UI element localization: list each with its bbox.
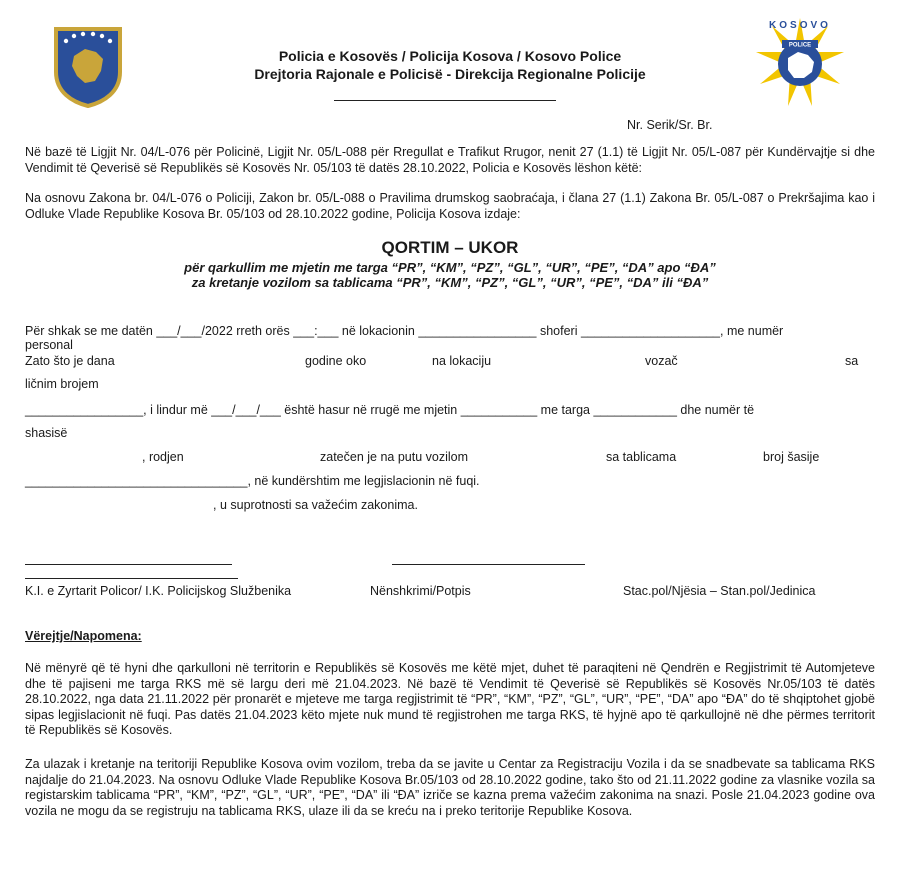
intro-serbian: Na osnovu Zakona br. 04/L-076 o Policiji, Zakon br. 05/L-088 o Pravilima drumskog saobraćaja, i člana 27 (1.1) Zakona Br. 05/L-087 o Prekršajima kao i Odluke Vlade Republike Kosova Br. 05/103 od 28.10.2022 godine, Policija Kosova izdaje:	[25, 191, 875, 221]
officer-id-label: K.I. e Zyrtarit Policor/ I.K. Policijskog Službenika	[25, 584, 292, 598]
signature-line	[392, 564, 585, 565]
form-line-4: ličnim brojem	[25, 377, 99, 391]
document-subtitle-albanian: për qarkullim me mjetin me targa “PR”, “KM”, “PZ”, “GL”, “UR”, “PE”, “DA” apo “ĐA”	[184, 260, 716, 275]
kosovo-arc-text: KOSOVO	[769, 20, 831, 31]
form-line-3b: godine oko	[305, 354, 367, 368]
form-line-7b: zatečen je na putu vozilom	[320, 450, 469, 464]
form-line-6: shasisë	[25, 426, 68, 440]
form-line-7c: sa tablicama	[606, 450, 677, 464]
form-line-3d: vozač	[645, 354, 678, 368]
kosovo-police-logo	[752, 14, 848, 110]
header-rule	[334, 100, 556, 101]
officer-id-line	[25, 564, 232, 565]
document-title: QORTIM – UKOR	[381, 238, 519, 257]
header-line-2: Drejtoria Rajonale e Policisë - Direkcija Regionalne Policije	[254, 66, 646, 82]
police-band-text: POLICE	[788, 42, 812, 49]
form-line-2: personal	[25, 338, 73, 352]
intro-albanian: Në bazë të Ligjit Nr. 04/L-076 për Policinë, Ligjit Nr. 05/L-088 për Rregullat e Trafikut Rrugor, nenit 27 (1.1) të Ligjit Nr. 05/L-087 për Kundërvajtje si dhe Vendimit të Qeverisë së Republikës së Kosovës Nr. 05/103 të datës 28.10.2022, Policia e Kosovës lëshon këtë:	[25, 145, 875, 175]
note-heading: Vërejtje/Napomena:	[25, 629, 142, 643]
serial-number-label: Nr. Serik/Sr. Br.	[627, 118, 713, 132]
form-line-7d: broj šasije	[763, 450, 820, 464]
form-line-7a: , rodjen	[142, 450, 184, 464]
note-serbian: Za ulazak i kretanje na teritoriji Republike Kosova ovim vozilom, treba da se javite u Centar za Registraciju Vozila i da se snadbevate sa tablicama RKS najdalje do 21.04.2023. Na osnovu Odluke Vlade Republike Kosova Br.05/103 od 28.10.2022 godine, tako što od 21.11.2022 godine za vlasnike vozila sa registarskim tablicama “PR”, “KM”, “PZ”, “GL”, “UR”, “PE”, “DA” ili “ĐA” izriče se kazna prema važećim zakonima na snazi. Posle 21.04.2023 godine ova vozila ne mogu da se registruju na tablicama RKS, ulaze ili da se kreću na i preko teritorije Republike Kosova.	[25, 757, 875, 818]
header-line-1: Policia e Kosovës / Policija Kosova / Kosovo Police	[278, 48, 622, 64]
kosovo-coat-of-arms-logo	[52, 26, 124, 108]
station-label: Stac.pol/Njësia – Stan.pol/Jedinica	[623, 584, 816, 598]
officer-id-line-2	[25, 578, 238, 579]
document-subtitle-serbian: za kretanje vozilom sa tablicama “PR”, “KM”, “PZ”, “GL”, “UR”, “PE”, “DA” ili “ĐA”	[191, 275, 709, 290]
form-line-5: _________________, i lindur më ___/___/___ është hasur në rrugë me mjetin ___________ me targa ____________ dhe numër të	[25, 403, 755, 417]
note-albanian: Në mënyrë që të hyni dhe qarkulloni në territorin e Republikës së Kosovës me këtë mjet, duhet të paraqiteni në Qendrën e Regjistrimit të Automjeteve dhe të pajiseni me targa RKS më së largu deri më 21.04.2023. Në bazë të Vendimit të Qeverisë së Republikës së Kosovës Nr.05/103 të datës 28.10.2022, nga data 21.11.2022 për pronarët e mjeteve me targa regjistrimit të “PR”, “KM”, “PZ”, “GL”, “UR”, “PE”, “DA” apo “ĐA” do të shqiptohet gjobë sipas legjislacionit në fuqi. Pas datës 21.04.2023 këto mjete nuk mund të regjistrohen me targa RKS, të hyjnë apo të qarkullojnë në dhe përmes territorit të Republikës së Kosovës.	[25, 661, 875, 737]
form-line-8: ________________________________, në kundërshtim me legjislacionin në fuqi.	[25, 474, 480, 488]
form-line-3e: sa	[845, 354, 859, 368]
form-line-1: Për shkak se me datën ___/___/2022 rreth orës ___:___ në lokacionin _________________ shoferi ____________________, me numër	[25, 324, 784, 338]
signature-label: Nënshkrimi/Potpis	[370, 584, 471, 598]
form-line-9: , u suprotnosti sa važećim zakonima.	[213, 498, 418, 512]
form-line-3c: na lokaciju	[432, 354, 492, 368]
form-line-3a: Zato što je dana	[25, 354, 115, 368]
